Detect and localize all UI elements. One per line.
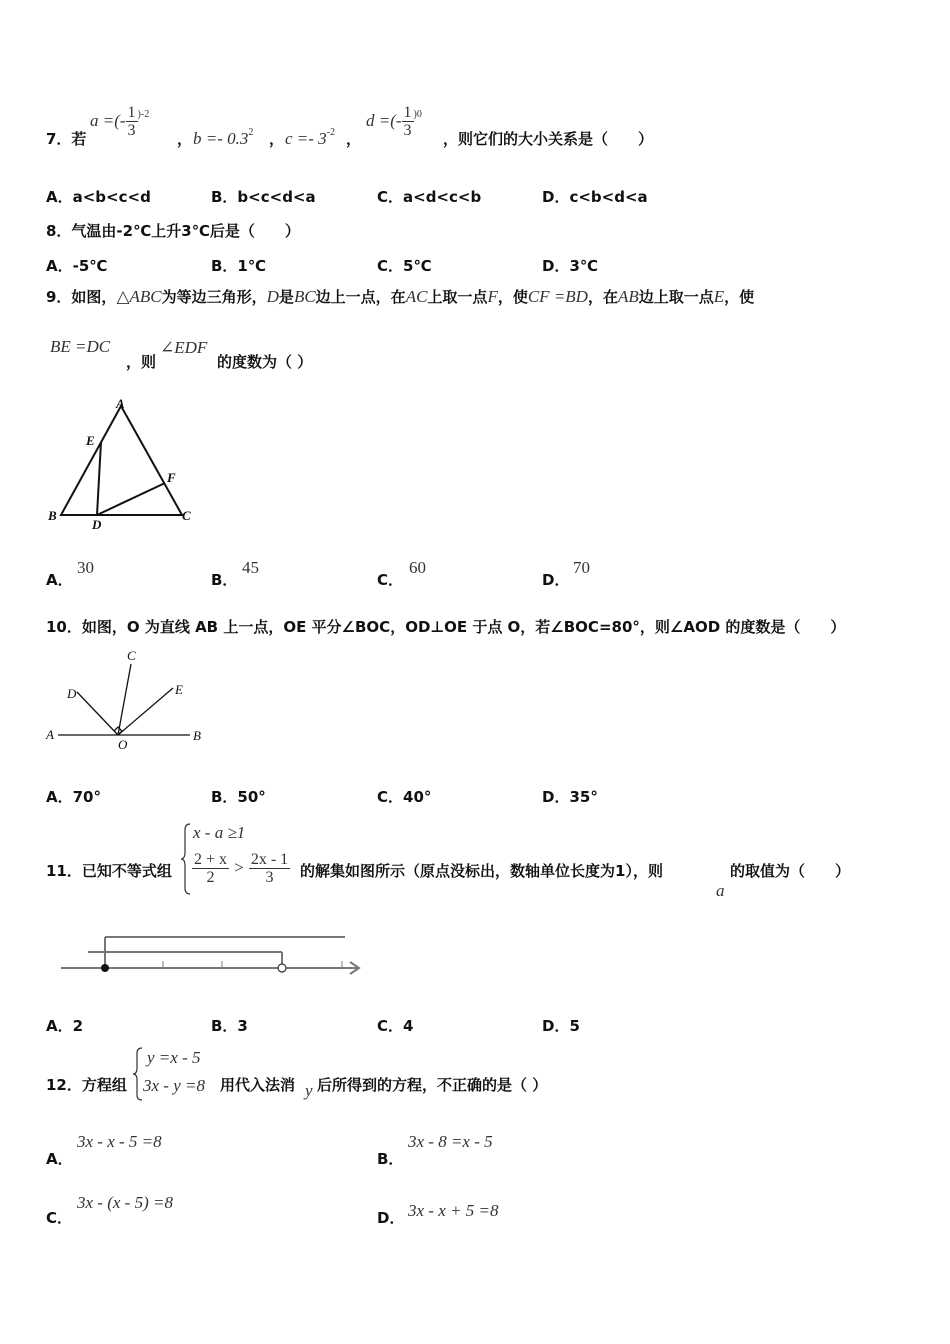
q7-option-a: A．a<b<c<d [46, 188, 151, 206]
q9-option-d-letter: D． [542, 571, 570, 589]
label-d: D [67, 686, 77, 701]
label-b: B [48, 508, 57, 523]
q11-var-a: a [716, 881, 725, 900]
q9-stem-tail: 的度数为（ ） [217, 353, 313, 371]
label-e: E [86, 433, 95, 448]
q12-option-d-letter: D． [377, 1209, 405, 1227]
q8-option-c: C．5℃ [377, 257, 432, 275]
q11-option-a: A．2 [46, 1017, 84, 1035]
ray-od [77, 692, 118, 735]
q9-triangle-figure [40, 392, 210, 537]
q11-inequality-1: x - a ≥1 [193, 823, 246, 842]
closed-endpoint [101, 964, 109, 972]
q9-be-dc: BE =DC [50, 337, 111, 356]
label-a: A [46, 727, 54, 742]
q12-option-a-letter: A． [46, 1150, 73, 1168]
label-b: B [193, 728, 201, 743]
q11-option-b: B．3 [211, 1017, 248, 1035]
q8-stem: 8．气温由-2℃上升3℃后是（ ） [46, 222, 300, 240]
q7-number: 7．若 [46, 130, 87, 148]
q7-b-expr: $b =- 0.3^2$ [193, 127, 254, 148]
q9-option-a-letter: A． [46, 571, 73, 589]
label-d: D [92, 517, 102, 532]
q7-comma-2: ， [269, 130, 285, 148]
q10-option-d: D．35° [542, 788, 598, 806]
q9-option-b-letter: B． [211, 571, 238, 589]
q11-system-brace [180, 822, 192, 896]
q12-option-d-expr: 3x - x + 5 =8 [408, 1201, 499, 1220]
segment-df [97, 483, 165, 515]
label-e: E [175, 682, 183, 697]
label-f: F [167, 470, 176, 485]
q12-option-c-expr: 3x - (x - 5) =8 [77, 1193, 173, 1212]
q11-tail: 的解集如图所示（原点没标出，数轴单位长度为1），则 [300, 862, 663, 880]
q9-option-a-value: 30 [77, 558, 94, 577]
q7-c-expr: $c =- 3^{-2}$ [285, 127, 336, 148]
q10-angle-figure [40, 644, 210, 754]
q9-then: ，则 [126, 353, 157, 371]
open-endpoint [278, 964, 286, 972]
ray-oe [118, 688, 173, 735]
segment-de [97, 442, 101, 515]
q7-comma-3: ， [346, 130, 362, 148]
q11-number-line [55, 928, 370, 983]
q7-d-expr: d =(- $\frac{1}{3}$ $^{)0}$ [366, 104, 422, 139]
q12-option-b-letter: B． [377, 1150, 404, 1168]
q8-option-d: D．3℃ [542, 257, 599, 275]
q11-inequality-2: $\frac{2 + x}{2}$ > $\frac{2x - 1}{3}$ [194, 851, 289, 886]
q12-equation-2: 3x - y =8 [143, 1076, 205, 1095]
q11-option-d: D．5 [542, 1017, 580, 1035]
q8-option-a: A．-5℃ [46, 257, 108, 275]
q10-option-c: C．40° [377, 788, 432, 806]
q8-option-b: B．1℃ [211, 257, 267, 275]
q10-option-b: B．50° [211, 788, 266, 806]
q12-equation-1: y =x - 5 [147, 1048, 201, 1067]
q7-option-d: D．c<b<d<a [542, 188, 648, 206]
label-c: C [182, 508, 191, 523]
q11-option-c: C．4 [377, 1017, 414, 1035]
q9-angle-edf: ∠EDF [160, 338, 208, 357]
q7-option-c: C．a<d<c<b [377, 188, 482, 206]
triangle-abc [61, 406, 182, 515]
label-a: A [116, 396, 125, 411]
q12-option-a-expr: 3x - x - 5 =8 [77, 1132, 162, 1151]
q9-option-c-letter: C． [377, 571, 404, 589]
q9-stem-line-1: 9．如图，△ABC为等边三角形，D是BC边上一点，在AC上取一点F，使CF =BD，在AB边上取一点E，使 [46, 287, 755, 306]
q9-option-b-value: 45 [242, 558, 259, 577]
q12-number: 12．方程组 [46, 1076, 127, 1094]
q11-number: 11．已知不等式组 [46, 862, 172, 880]
q9-option-c-value: 60 [409, 558, 426, 577]
q12-var-y: y [305, 1081, 313, 1100]
q11-tail-2: 的取值为（ ） [730, 862, 851, 880]
q10-stem: 10．如图，O 为直线 AB 上一点，OE 平分∠BOC，OD⊥OE 于点 O，若∠BOC=80°，则∠AOD 的度数是（ ） [46, 618, 846, 636]
label-c: C [127, 648, 136, 663]
q12-option-b-expr: 3x - 8 =x - 5 [408, 1132, 493, 1151]
q12-tail-2: 后所得到的方程，不正确的是（ ） [317, 1076, 548, 1094]
label-o: O [118, 737, 128, 752]
q9-option-d-value: 70 [573, 558, 590, 577]
q12-option-c-letter: C． [46, 1209, 73, 1227]
q12-tail: 用代入法消 [220, 1076, 296, 1094]
q7-option-b: B．b<c<d<a [211, 188, 316, 206]
q7-tail: ，则它们的大小关系是（ ） [443, 130, 654, 148]
ray-oc [118, 664, 131, 735]
q10-option-a: A．70° [46, 788, 101, 806]
q7-a-expr: a =(- $\frac{1}{3}$ $^{)-2}$ [90, 104, 150, 139]
q7-comma-1: ， [177, 130, 193, 148]
